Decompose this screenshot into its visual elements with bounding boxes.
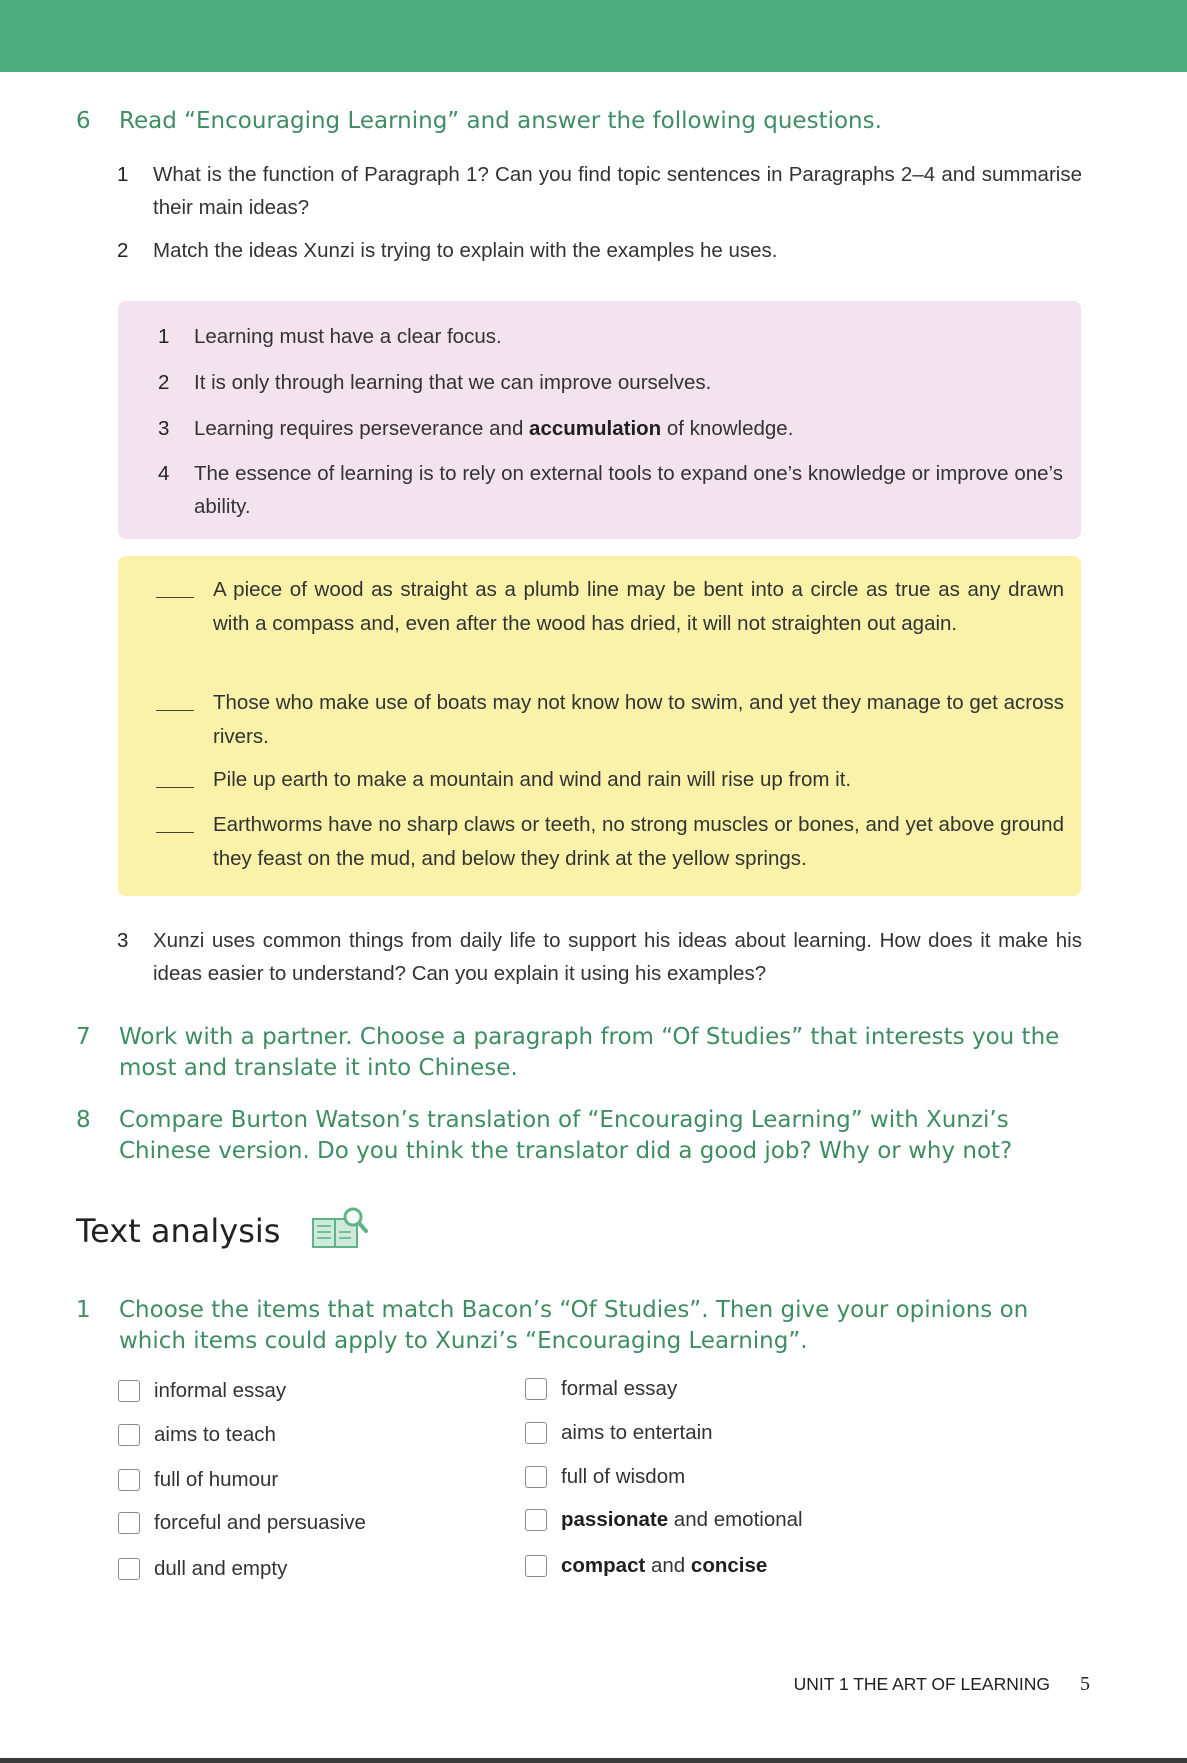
checkbox[interactable] (525, 1555, 547, 1577)
example-text: Those who make use of boats may not know how to swim, and yet they manage to get across rivers. (213, 691, 1064, 748)
sub-text: What is the function of Paragraph 1? Can you find topic sentences in Paragraphs 2–4 and summarise their main ideas? (153, 163, 1082, 219)
checkbox[interactable] (525, 1466, 547, 1488)
checkbox-item[interactable] (118, 1376, 286, 1406)
question-text: Compare Burton Watson’s translation of “Encouraging Learning” with Xunzi’s Chinese version. Do you think the translator did a good job? Why or why not? (119, 1107, 1013, 1164)
checkbox[interactable] (118, 1424, 140, 1446)
question-text: Work with a partner. Choose a paragraph from “Of Studies” that interests you the most and translate it into Chinese. (119, 1024, 1060, 1081)
example-text: Pile up earth to make a mountain and wind and rain will rise up from it. (213, 768, 852, 791)
example-item (156, 686, 1064, 754)
unit-label: UNIT 1 THE ART OF LEARNING (793, 1674, 1050, 1694)
bottom-edge (0, 1758, 1187, 1763)
page-number: 5 (1080, 1673, 1090, 1695)
example-item (156, 573, 1064, 641)
question-7-heading (76, 1022, 1086, 1084)
checkbox-item[interactable] (118, 1420, 276, 1450)
example-text: A piece of wood as straight as a plumb line may be bent into a circle as true as any drawn with a compass and, even after the wood has dried, it will not straighten out again. (213, 578, 1064, 635)
checkbox[interactable] (118, 1380, 140, 1402)
header-band (0, 0, 1187, 72)
sub-number: 3 (117, 929, 129, 952)
checkbox-item[interactable] (525, 1374, 677, 1404)
checkbox-item[interactable] (525, 1418, 713, 1448)
idea-number: 3 (158, 417, 170, 440)
bold-term: accumulation (529, 417, 662, 440)
answer-blank[interactable] (156, 832, 194, 833)
checkbox-item[interactable] (118, 1508, 366, 1538)
checkbox[interactable] (118, 1469, 140, 1491)
checkbox[interactable] (525, 1509, 547, 1531)
question-number: 7 (76, 1024, 91, 1050)
checkbox-label: aims to entertain (561, 1421, 713, 1444)
idea-text: Learning must have a clear focus. (194, 325, 502, 348)
checkbox[interactable] (118, 1558, 140, 1580)
idea-item (158, 457, 1063, 523)
question-6-sub-2 (117, 234, 1082, 267)
checkbox-label: full of humour (154, 1468, 279, 1491)
question-text: Choose the items that match Bacon’s “Of Studies”. Then give your opinions on which items could apply to Xunzi’s “Encouraging Learning”. (119, 1297, 1029, 1354)
checkbox-item[interactable] (525, 1505, 803, 1535)
bold-term: passionate (561, 1508, 669, 1531)
page-footer (760, 1673, 1090, 1696)
question-number: 1 (76, 1297, 91, 1323)
idea-number: 2 (158, 371, 170, 394)
checkbox-item[interactable] (525, 1551, 767, 1581)
example-text: Earthworms have no sharp claws or teeth, no strong muscles or bones, and yet above ground they feast on the mud, and below they drink at the yellow springs. (213, 813, 1064, 870)
question-6-sub-1 (117, 158, 1082, 224)
checkbox-label: full of wisdom (561, 1465, 686, 1488)
checkbox-item[interactable] (118, 1465, 278, 1495)
bold-term: concise (690, 1554, 768, 1577)
question-number: 6 (76, 108, 91, 134)
idea-item (158, 366, 1063, 399)
idea-text: The essence of learning is to rely on external tools to expand one’s knowledge or improve one’s ability. (194, 462, 1063, 518)
text-analysis-q1-heading (76, 1295, 1086, 1357)
question-number: 8 (76, 1107, 91, 1133)
checkbox-label: dull and empty (154, 1557, 288, 1580)
sub-text: Xunzi uses common things from daily life to support his ideas about learning. How does it make his ideas easier to understand? Can you explain it using his examples? (153, 929, 1082, 985)
bold-term: compact (561, 1554, 646, 1577)
idea-number: 4 (158, 462, 170, 485)
checkbox-label: aims to teach (154, 1423, 276, 1446)
sub-number: 1 (117, 163, 129, 186)
checkbox-label: forceful and persuasive (154, 1511, 366, 1534)
question-8-heading (76, 1105, 1086, 1167)
checkbox-item[interactable] (118, 1554, 287, 1584)
example-item (156, 763, 1064, 797)
idea-text: Learning requires perseverance and accumulation of knowledge. (194, 417, 794, 440)
idea-item (158, 412, 1063, 445)
checkbox-label: formal essay (561, 1377, 678, 1400)
section-title: Text analysis (76, 1212, 281, 1250)
checkbox[interactable] (525, 1378, 547, 1400)
book-magnifier-icon (311, 1205, 369, 1253)
checkbox[interactable] (525, 1422, 547, 1444)
checkbox[interactable] (118, 1512, 140, 1534)
answer-blank[interactable] (156, 710, 194, 711)
checkbox-label: passionate and emotional (561, 1508, 803, 1531)
idea-text: It is only through learning that we can improve ourselves. (194, 371, 712, 394)
question-6-sub-3 (117, 924, 1082, 990)
checkbox-label: informal essay (154, 1379, 287, 1402)
question-6-heading (76, 106, 1086, 137)
answer-blank[interactable] (156, 787, 194, 788)
answer-blank[interactable] (156, 597, 194, 598)
sub-number: 2 (117, 239, 129, 262)
example-item (156, 808, 1064, 876)
checkbox-label: compact and concise (561, 1554, 768, 1577)
sub-text: Match the ideas Xunzi is trying to explain with the examples he uses. (153, 239, 778, 262)
idea-item (158, 320, 1063, 353)
idea-number: 1 (158, 325, 170, 348)
checkbox-item[interactable] (525, 1462, 685, 1492)
question-text: Read “Encouraging Learning” and answer the following questions. (119, 108, 882, 134)
